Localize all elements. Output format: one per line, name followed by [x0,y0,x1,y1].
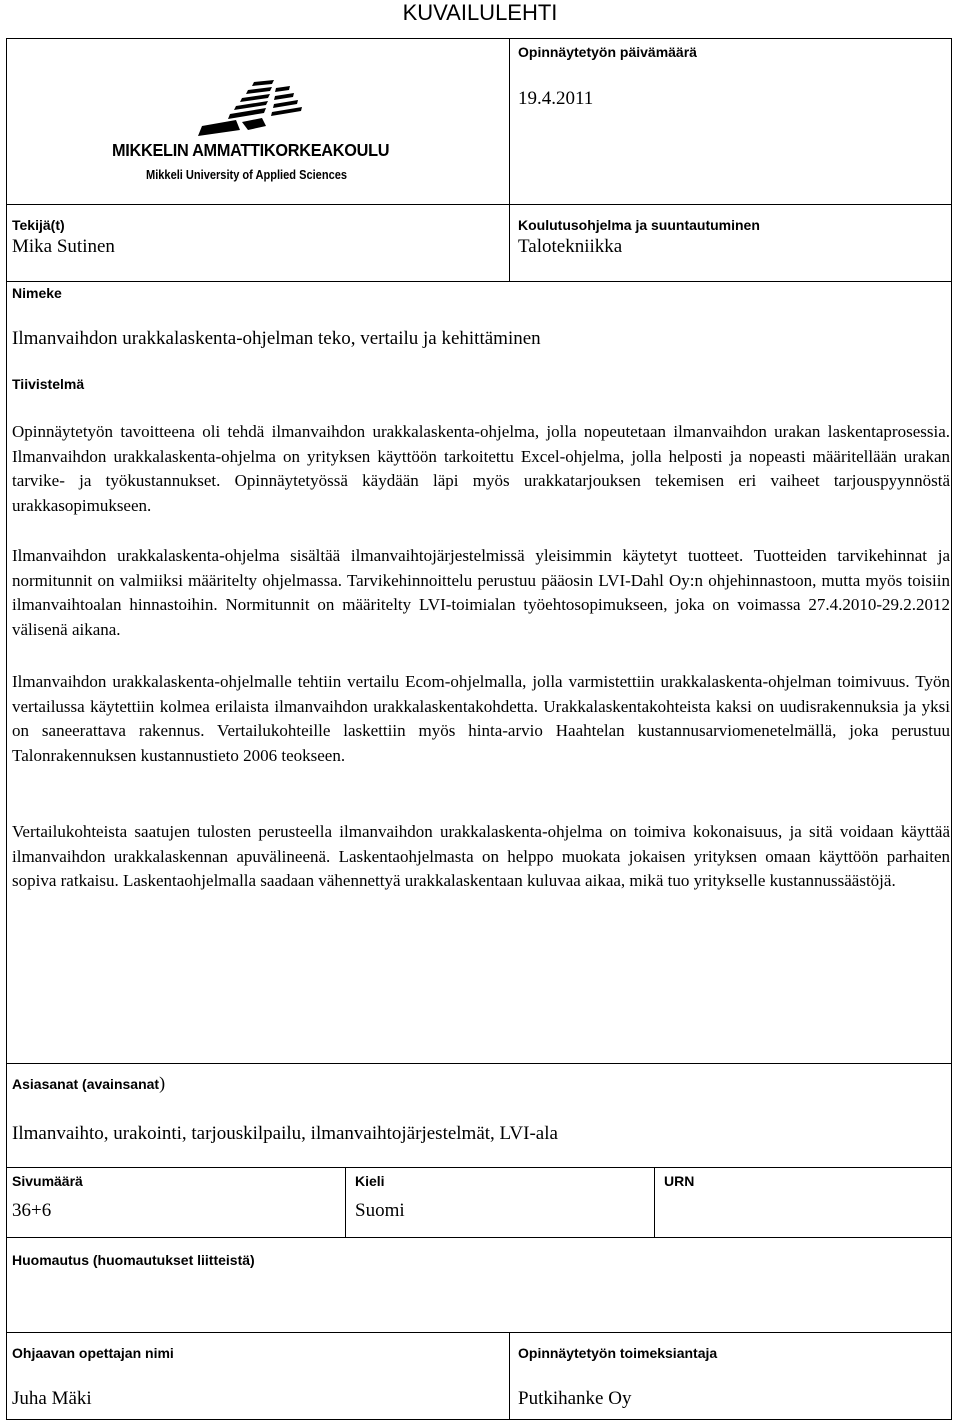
divider-before-notes [6,1237,952,1238]
divider-top-vertical [509,38,510,282]
mamk-logo-mark-icon [196,80,306,136]
divider-pages-language [345,1167,346,1237]
abstract-paragraph-4: Vertailukohteista saatujen tulosten perusteella ilmanvaihdon urakkalaskenta-ohjelma on toimiva kokonaisuus, ja sitä voidaan käyttää ilmanvaihdon urakkalaskennan apuvälineenä. Laskentaohjelmasta on helppo muokata jokaisen yrityksen omaan käyttöön parhaiten sopiva ratkaisu. Laskentaohjelmalla saadaan vähennettyä urakkalaskentaan kuluvaa aikaa, mikä tuo yritykselle kustannussäästöjä. [12,822,950,890]
commissioner-label: Opinnäytetyön toimeksiantaja [518,1345,718,1361]
logo-subtitle: Mikkeli University of Applied Sciences [146,167,348,182]
divider-before-keywords [6,1063,952,1064]
program-value: Talotekniikka [518,236,623,257]
keywords-label [12,1075,165,1092]
keywords-label-text: Asiasanat (avainsanat [12,1076,160,1092]
abstract-paragraph-1: Opinnäytetyön tavoitteena oli tehdä ilmanvaihdon urakkalaskenta-ohjelma, jolla nopeutetaan ilmanvaihdon urakan laskentaprosessia. Ilmanvaihdon urakkalaskenta-ohjelma on yrityksen käyttöön tarkoitettu Excel-ohjelma, jolla helposti ja nopeasti määritellään urakan tarvike- ja työkustannukset. Opinnäytetyössä käydään läpi myös urakkatarjouksen tekemisen eri vaiheet tarjouspyynnöstä urakkasopimukseen. [12,422,950,515]
pages-value: 36+6 [12,1200,52,1221]
abstract-label: Tiivistelmä [12,376,85,392]
keywords-value: Ilmanvaihto, urakointi, tarjouskilpailu, ilmanvaihtojärjestelmät, LVI-ala [12,1123,558,1144]
name-value: Ilmanvaihdon urakkalaskenta-ohjelman teko, vertailu ja kehittäminen [12,328,541,349]
date-value: 19.4.2011 [518,88,594,109]
language-label: Kieli [355,1173,385,1189]
divider-language-urn [654,1167,655,1237]
divider-after-author [6,281,952,282]
supervisor-label: Ohjaavan opettajan nimi [12,1345,174,1361]
language-value: Suomi [355,1200,405,1221]
abstract-paragraph-2: Ilmanvaihdon urakkalaskenta-ohjelma sisältää ilmanvaihtojärjestelmissä yleisimmin käytetyt tuotteet. Tuotteiden tarvikehinnat ja normitunnit on valmiiksi määritelty ohjelmassa. Tarvikehinnoittelu perustuu pääosin LVI-Dahl Oy:n ohjehinnastoon, mutta myös toisiin ilmanvaihtoalan hinnastoihin. Normitunnit on määritelty LVI-toimialan työehtosopimukseen, joka on voimassa 27.4.2010-29.2.2012 välisenä aikana. [12,546,950,639]
divider-before-pages [6,1167,952,1168]
keywords-label-paren: ) [159,1073,166,1093]
divider-after-logo [6,204,952,205]
notes-label: Huomautus (huomautukset liitteistä) [12,1252,255,1268]
divider-before-signatures [6,1332,952,1333]
author-value: Mika Sutinen [12,236,115,257]
commissioner-value: Putkihanke Oy [518,1388,632,1409]
name-label: Nimeke [12,285,62,301]
urn-label: URN [664,1173,695,1189]
pages-label: Sivumäärä [12,1173,83,1189]
author-label: Tekijä(t) [12,217,65,233]
program-label: Koulutusohjelma ja suuntautuminen [518,217,760,233]
abstract-paragraph-3: Ilmanvaihdon urakkalaskenta-ohjelmalle tehtiin vertailu Ecom-ohjelmalla, jolla varmistettiin urakkalaskenta-ohjelman toimivuus. Työn vertailussa käytettiin kolmea erilaista ilmanvaihdon urakkalaskentakohdetta. Urakkalaskentakohteista kaksi on uudisrakennuksia ja yksi on saneerattava rakennus. Vertailukohteille laskettiin myös hinta-arvio Haahtelan kustannusarviomenetelmällä, joka perustuu Talonrakennuksen kustannustieto 2006 teokseen. [12,672,950,765]
divider-signatures [509,1332,510,1420]
page-title: KUVAILULEHTI [402,0,558,25]
date-label: Opinnäytetyön päivämäärä [518,44,697,60]
supervisor-value: Juha Mäki [12,1388,92,1409]
logo-name: MIKKELIN AMMATTIKORKEAKOULU [112,140,390,160]
